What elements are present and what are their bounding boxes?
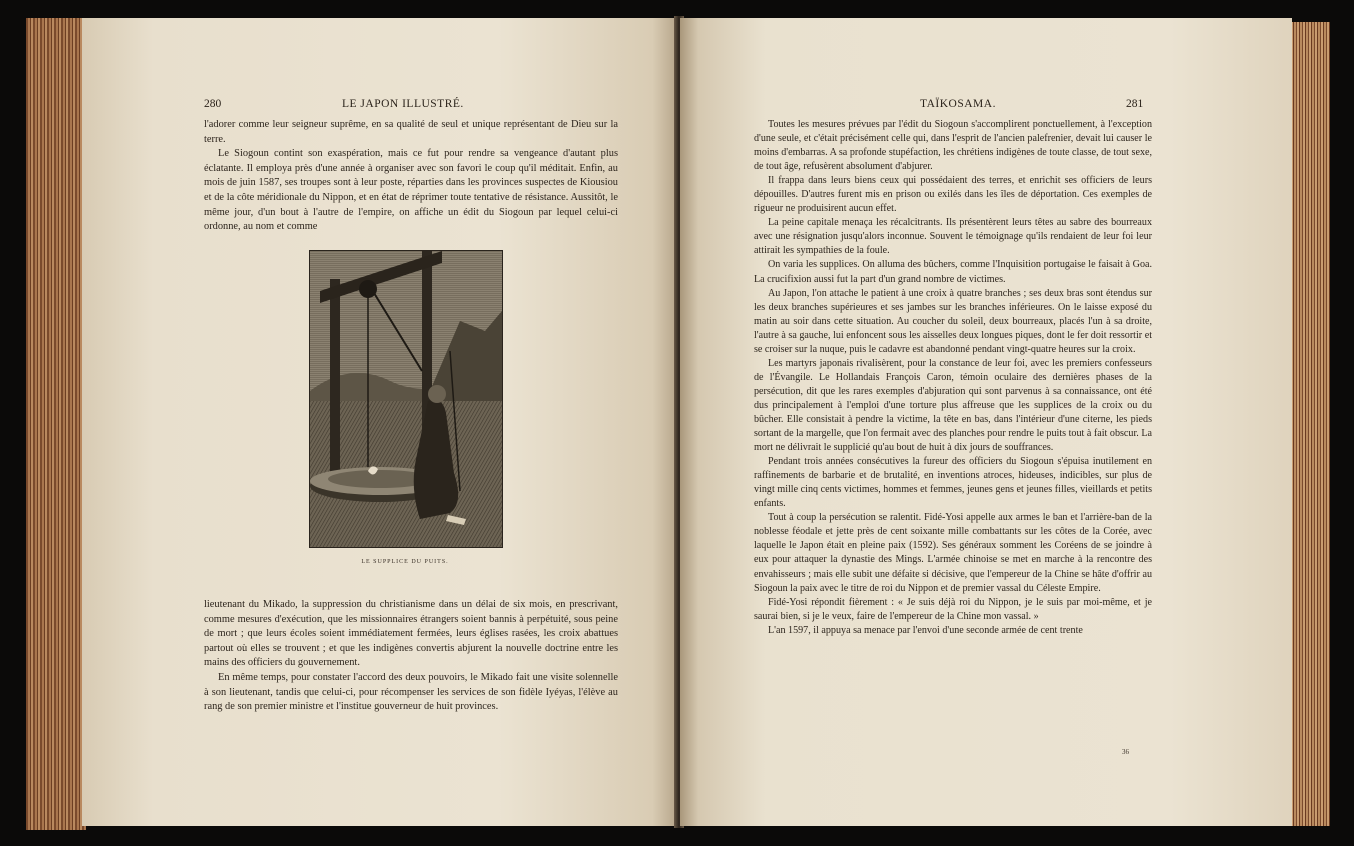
paragraph: Le Siogoun contint son exaspération, mais ce fut pour rendre sa vengeance d'autant plus éclatante. Il employa près d'une année à organiser avec son favori le coup qu'il méditait. Enfin, au mois de juin 1587, ses troupes sont à leur poste, réparties dans les provinces suspectes de Kiousiou et de la côte méridionale du Nippon, et en état de réprimer toute tentative de résistance. Aussitôt, le même jour, d'un bout à l'autre de l'empire, on affiche un édit du Siogoun par lequel celui-ci ordonne, au nom et comme [204,148,618,233]
book-right-page-edges [1288,22,1330,826]
paragraph: Fidé-Yosi répondit fièrement : « Je suis déjà roi du Nippon, je le suis par moi-même, et je saurai bien, si je le veux, faire de l'empereur de la Chine mon vassal. » [754,596,1152,622]
paragraph: Toutes les mesures prévues par l'édit du Siogoun s'accomplirent ponctuellement, à l'exception d'une seule, et c'était précisément celle qui, dans l'esprit de l'ancien palefrenier, devait lui causer le moins d'embarras. A sa profonde stupéfaction, les chrétiens indigènes de toute classe, de tout sexe, de tout âge, refusèrent absolument d'abjurer. [754,119,1152,173]
right-page [680,18,1292,826]
paragraph: Tout à coup la persécution se ralentit. Fidé-Yosi appelle aux armes le ban et l'arrière-ban de la noblesse féodale et jette près de cent soixante mille combattants sur les côtes de la Corée, avec laquelle le Japon était en pleine paix (1592). Ses généraux somment les Coréens de se joindre à eux pour attaquer la dynastie des Mings. L'armée chinoise se met en marche à la rencontre des envahisseurs ; mais elle subit une défaite si décisive, que l'empereur de la Chine se hâte d'offrir au Siogoun la paix avec le titre de roi du Nippon et de premier vassal du Céleste Empire. [754,512,1152,594]
signature-mark: 36 [1122,748,1129,756]
paragraph: l'adorer comme leur seigneur suprême, en sa qualité de seul et unique représentant de Dieu sur la terre. [204,119,618,145]
left-text-top [204,118,618,235]
paragraph: L'an 1597, il appuya sa menace par l'envoi d'une seconde armée de cent trente [768,624,1083,636]
paragraph: Au Japon, l'on attache le patient à une croix à quatre branches ; ses deux bras sont étendus sur les deux branches supérieures et ses jambes sur les branches inférieures. On le laisse exposé du matin au soir dans cette situation. Au coucher du soleil, deux bourreaux, placés l'un à sa droite, l'autre à sa gauche, lui enfoncent sous les aisselles deux longues piques, dont le fer doit ressortir et se croiser sur la nuque, puis le cadavre est abandonné pendant vingt-quatre heures sur la croix. [754,287,1152,355]
paragraph: On varia les supplices. On alluma des bûchers, comme l'Inquisition portugaise le faisait à Goa. La crucifixion aussi fut la part d'un grand nombre de victimes. [754,259,1152,285]
engraving-illustration [309,250,503,548]
left-text-bottom [204,598,618,715]
paragraph: La peine capitale menaça les récalcitrants. Ils présentèrent leurs têtes au sabre des bourreaux avec une résignation jusqu'alors inconnue. Souvent le témoignage qu'ils rendaient de leur foi leur attirait les sympathies de la foule. [754,217,1152,257]
right-text [754,118,1152,638]
right-running-head: TAÏKOSAMA. [920,98,996,110]
paragraph: Les martyrs japonais rivalisèrent, pour la constance de leur foi, avec les premiers confesseurs de l'Évangile. Le Hollandais François Caron, témoin oculaire des dernières phases de la persécution, dit que les rares exemples d'abjuration qui sont parvenus à sa connaissance, ont été dus principalement à l'emploi d'une torture plus affreuse que les supplices de la croix ou du bûcher. Elle consistait à pendre la victime, la tête en bas, dans l'intérieur d'une citerne, les pieds sortant de la margelle, que l'on fermait avec des planches pour rendre le puits tout à fait obscur. La mort ne délivrait le supplicié qu'au bout de huit à dix jours de souffrances. [754,357,1152,454]
engraving-svg [310,251,502,547]
paragraph: lieutenant du Mikado, la suppression du christianisme dans un délai de six mois, en prescrivant, comme mesures d'exécution, que les missionnaires étrangers soient bannis à perpétuité, sous peine de mort ; que leurs écoles soient immédiatement fermées, leurs églises rasées, les croix abattues partout où elles se trouvent ; et que les indigènes convertis abjurent la nouvelle doctrine entre les mains des officiers du gouvernement. [204,599,618,669]
paragraph: Il frappa dans leurs biens ceux qui possédaient des terres, et enrichit ses officiers de leurs dépouilles. D'autres furent mis en prison ou exilés dans les îles de déportation. Ces exemples de rigueur ne produisirent aucun effet. [754,175,1152,215]
figure-caption: LE SUPPLICE DU PUITS. [361,559,449,565]
paragraph: Pendant trois années consécutives la fureur des officiers du Siogoun s'épuisa inutilement en raffinements de barbarie et de brutalité, en inventions atroces, hideuses, indicibles, sur plus de vingt mille cinq cents victimes, hommes et femmes, jeunes gens et jeunes filles, vieillards et petits enfants. [754,456,1152,510]
book-left-page-edges [26,18,86,830]
paragraph: En même temps, pour constater l'accord des deux pouvoirs, le Mikado fait une visite solennelle à son lieutenant, tandis que celui-ci, pour récompenser les services de son fidèle Iyéyas, l'élève au rang de son premier ministre et l'institue gouverneur de huit provinces. [204,671,618,713]
left-running-head: LE JAPON ILLUSTRÉ. [342,98,464,110]
right-page-number: 281 [1126,98,1144,110]
left-page-number: 280 [204,98,222,110]
left-page [82,18,676,826]
